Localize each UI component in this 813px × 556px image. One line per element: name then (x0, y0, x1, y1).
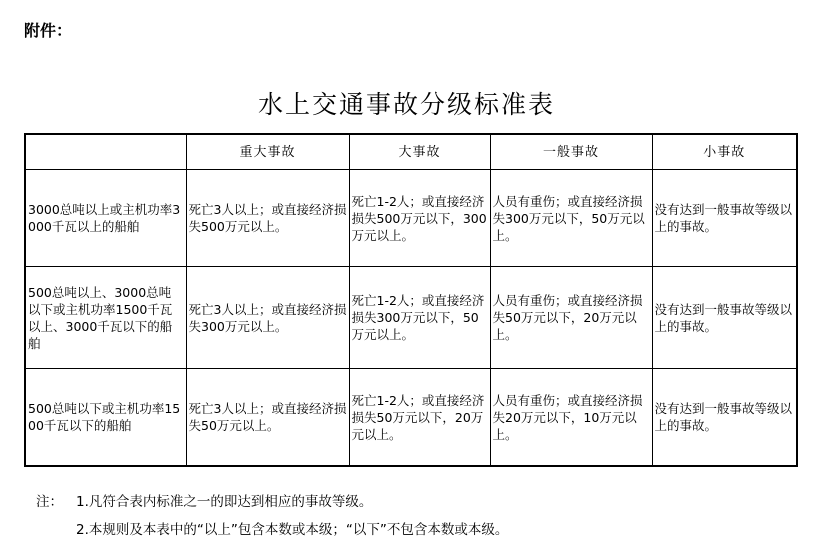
header-major-accident: 重大事故 (186, 134, 349, 170)
table-header-row (25, 134, 797, 170)
note-text: 2.本规则及本表中的“以上”包含本数或本级；“以下”不包含本数或本级。 (76, 522, 509, 538)
header-general-accident: 一般事故 (490, 134, 652, 170)
note-item (36, 516, 508, 544)
note-item (36, 488, 508, 516)
table-row (25, 267, 797, 369)
cell-vessel: 500总吨以下或主机功率1500千瓦以下的船舶 (25, 369, 186, 467)
table-row (25, 369, 797, 467)
cell-minor: 没有达到一般事故等级以上的事故。 (652, 170, 797, 267)
note-text: 1.凡符合表内标准之一的即达到相应的事故等级。 (76, 494, 373, 510)
cell-minor: 没有达到一般事故等级以上的事故。 (652, 369, 797, 467)
header-minor-accident: 小事故 (652, 134, 797, 170)
header-large-accident: 大事故 (349, 134, 490, 170)
cell-major: 死亡3人以上；或直接经济损失50万元以上。 (186, 369, 349, 467)
cell-large: 死亡1-2人；或直接经济损失500万元以下，300万元以上。 (349, 170, 490, 267)
cell-minor: 没有达到一般事故等级以上的事故。 (652, 267, 797, 369)
cell-vessel: 500总吨以上、3000总吨以下或主机功率1500千瓦以上、3000千瓦以下的船舶 (25, 267, 186, 369)
cell-general: 人员有重伤；或直接经济损失300万元以下，50万元以上。 (490, 170, 652, 267)
cell-large: 死亡1-2人；或直接经济损失300万元以下，50万元以上。 (349, 267, 490, 369)
cell-general: 人员有重伤；或直接经济损失20万元以下，10万元以上。 (490, 369, 652, 467)
cell-general: 人员有重伤；或直接经济损失50万元以下，20万元以上。 (490, 267, 652, 369)
cell-vessel: 3000总吨以上或主机功率3000千瓦以上的船舶 (25, 170, 186, 267)
attachment-label: 附件： (24, 21, 73, 40)
cell-large: 死亡1-2人；或直接经济损失50万元以下，20万元以上。 (349, 369, 490, 467)
accident-grade-table (24, 133, 798, 467)
header-vessel (25, 134, 186, 170)
cell-major: 死亡3人以上；或直接经济损失500万元以上。 (186, 170, 349, 267)
table-row (25, 170, 797, 267)
page-title: 水上交通事故分级标准表 (257, 90, 555, 119)
cell-major: 死亡3人以上；或直接经济损失300万元以上。 (186, 267, 349, 369)
note-prefix: 注： (36, 494, 63, 510)
notes (36, 488, 508, 544)
